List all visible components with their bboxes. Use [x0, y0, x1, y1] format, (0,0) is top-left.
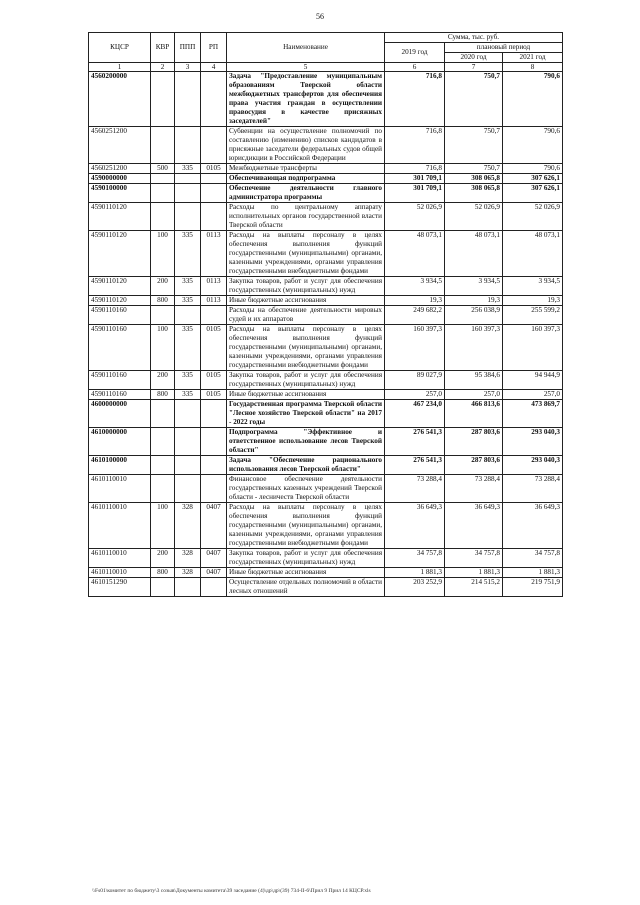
amount-2019-cell: 3 934,5: [385, 277, 445, 296]
amount-2020-cell: 1 881,3: [445, 568, 503, 578]
amount-2021-cell: 36 649,3: [503, 503, 563, 549]
name-cell: Иные бюджетные ассигнования: [227, 296, 385, 306]
ppp-cell: [175, 428, 201, 456]
amount-2019-cell: 276 541,3: [385, 456, 445, 475]
rp-cell: [201, 428, 227, 456]
page-number: 56: [316, 12, 324, 21]
amount-2019-cell: 1 881,3: [385, 568, 445, 578]
kvr-cell: 100: [151, 231, 175, 277]
amount-2019-cell: 276 541,3: [385, 428, 445, 456]
rp-cell: 0113: [201, 231, 227, 277]
amount-2021-cell: 307 626,1: [503, 174, 563, 184]
name-cell: Задача "Обеспечение рационального использования лесов Тверской области": [227, 456, 385, 475]
amount-2020-cell: 256 038,9: [445, 306, 503, 325]
kcsr-cell: 4610151290: [89, 578, 151, 597]
kvr-cell: [151, 475, 175, 503]
header-name: Наименование: [227, 33, 385, 63]
amount-2021-cell: 34 757,8: [503, 549, 563, 568]
column-number: 5: [227, 63, 385, 72]
name-cell: Закупка товаров, работ и услуг для обеспечения государственных (муниципальных) нужд: [227, 277, 385, 296]
ppp-cell: 335: [175, 325, 201, 371]
amount-2021-cell: 307 626,1: [503, 184, 563, 203]
amount-2019-cell: 89 027,9: [385, 371, 445, 390]
amount-2021-cell: 3 934,5: [503, 277, 563, 296]
table-row: [89, 568, 563, 578]
table-body: [89, 63, 563, 597]
amount-2021-cell: 790,6: [503, 164, 563, 174]
kcsr-cell: 4590110160: [89, 325, 151, 371]
name-cell: Расходы на выплаты персоналу в целях обеспечения выполнения функций государственными (муниципальными) органами, казенными учреждениями, органами управления государственными внебюджетными фондами: [227, 503, 385, 549]
rp-cell: [201, 72, 227, 127]
amount-2020-cell: 36 649,3: [445, 503, 503, 549]
kvr-cell: [151, 456, 175, 475]
ppp-cell: 335: [175, 164, 201, 174]
amount-2019-cell: 36 649,3: [385, 503, 445, 549]
kvr-cell: [151, 578, 175, 597]
file-path-footer: \\Fs01\комитет по бюджету\3 созыв\Документы комитета\39 заседание (4)\др\др\(39) 734-II-6\Прил 9 Прил 14 КЦСР.xls: [92, 888, 371, 894]
name-cell: Закупка товаров, работ и услуг для обеспечения государственных (муниципальных) нужд: [227, 549, 385, 568]
amount-2020-cell: 34 757,8: [445, 549, 503, 568]
kcsr-cell: 4560251200: [89, 164, 151, 174]
ppp-cell: [175, 184, 201, 203]
ppp-cell: 328: [175, 549, 201, 568]
header-kcsr: КЦСР: [89, 33, 151, 63]
amount-2020-cell: 466 813,6: [445, 400, 503, 428]
amount-2021-cell: 293 040,3: [503, 456, 563, 475]
table-row: [89, 503, 563, 549]
name-cell: Расходы на выплаты персоналу в целях обеспечения выполнения функций государственными (муниципальными) органами, казенными учреждениями, органами управления государственными внебюджетными фондами: [227, 231, 385, 277]
header-2020: 2020 год: [445, 53, 503, 63]
amount-2019-cell: 203 252,9: [385, 578, 445, 597]
amount-2020-cell: 287 803,6: [445, 456, 503, 475]
amount-2020-cell: 48 073,1: [445, 231, 503, 277]
amount-2020-cell: 214 515,2: [445, 578, 503, 597]
kcsr-cell: 4610110010: [89, 503, 151, 549]
ppp-cell: 335: [175, 296, 201, 306]
column-number: 3: [175, 63, 201, 72]
rp-cell: 0407: [201, 568, 227, 578]
amount-2021-cell: 293 040,3: [503, 428, 563, 456]
name-cell: Задача "Предоставление муниципальным образованиям Тверской области межбюджетных трансфертов для обеспечения права участия граждан в осуществлении правосудия в качестве присяжных заседателей": [227, 72, 385, 127]
table-row: [89, 325, 563, 371]
amount-2021-cell: 52 026,9: [503, 203, 563, 231]
rp-cell: [201, 475, 227, 503]
table-row: [89, 390, 563, 400]
ppp-cell: 335: [175, 390, 201, 400]
amount-2021-cell: 73 288,4: [503, 475, 563, 503]
table-row: [89, 127, 563, 164]
kvr-cell: [151, 428, 175, 456]
name-cell: Иные бюджетные ассигнования: [227, 568, 385, 578]
amount-2021-cell: 1 881,3: [503, 568, 563, 578]
amount-2020-cell: 257,0: [445, 390, 503, 400]
amount-2020-cell: 308 065,8: [445, 184, 503, 203]
header-ppp: ППП: [175, 33, 201, 63]
table-row: [89, 456, 563, 475]
ppp-cell: [175, 475, 201, 503]
amount-2021-cell: 790,6: [503, 72, 563, 127]
rp-cell: 0105: [201, 390, 227, 400]
kvr-cell: 200: [151, 549, 175, 568]
budget-table: [88, 32, 563, 597]
name-cell: Обеспечивающая подпрограмма: [227, 174, 385, 184]
kcsr-cell: 4600000000: [89, 400, 151, 428]
amount-2019-cell: 73 288,4: [385, 475, 445, 503]
kvr-cell: [151, 127, 175, 164]
amount-2019-cell: 257,0: [385, 390, 445, 400]
kvr-cell: 800: [151, 390, 175, 400]
amount-2019-cell: 19,3: [385, 296, 445, 306]
amount-2021-cell: 160 397,3: [503, 325, 563, 371]
amount-2019-cell: 34 757,8: [385, 549, 445, 568]
name-cell: Осуществление отдельных полномочий в области лесных отношений: [227, 578, 385, 597]
rp-cell: [201, 203, 227, 231]
ppp-cell: [175, 456, 201, 475]
amount-2020-cell: 3 934,5: [445, 277, 503, 296]
kcsr-cell: 4590000000: [89, 174, 151, 184]
table-row: [89, 306, 563, 325]
kvr-cell: [151, 306, 175, 325]
ppp-cell: 335: [175, 231, 201, 277]
kvr-cell: 200: [151, 371, 175, 390]
kvr-cell: [151, 400, 175, 428]
amount-2020-cell: 52 026,9: [445, 203, 503, 231]
amount-2020-cell: 287 803,6: [445, 428, 503, 456]
rp-cell: 0113: [201, 277, 227, 296]
amount-2019-cell: 301 709,1: [385, 174, 445, 184]
column-number: 1: [89, 63, 151, 72]
kcsr-cell: 4610110010: [89, 475, 151, 503]
name-cell: Закупка товаров, работ и услуг для обеспечения государственных (муниципальных) нужд: [227, 371, 385, 390]
amount-2020-cell: 73 288,4: [445, 475, 503, 503]
rp-cell: 0407: [201, 503, 227, 549]
rp-cell: [201, 306, 227, 325]
header-2019: 2019 год: [385, 43, 445, 63]
kvr-cell: 800: [151, 296, 175, 306]
kcsr-cell: 4610110010: [89, 568, 151, 578]
ppp-cell: [175, 400, 201, 428]
table-row: [89, 174, 563, 184]
amount-2020-cell: 160 397,3: [445, 325, 503, 371]
kvr-cell: [151, 184, 175, 203]
column-number: 7: [445, 63, 503, 72]
amount-2020-cell: 750,7: [445, 72, 503, 127]
name-cell: Расходы на обеспечение деятельности мировых судей и их аппаратов: [227, 306, 385, 325]
amount-2021-cell: 790,6: [503, 127, 563, 164]
ppp-cell: [175, 306, 201, 325]
kcsr-cell: 4590110120: [89, 203, 151, 231]
table-row: [89, 428, 563, 456]
amount-2020-cell: 750,7: [445, 127, 503, 164]
table-row: [89, 371, 563, 390]
rp-cell: 0113: [201, 296, 227, 306]
amount-2019-cell: 160 397,3: [385, 325, 445, 371]
name-cell: Расходы на выплаты персоналу в целях обеспечения выполнения функций государственными (муниципальными) органами, казенными учреждениями, органами управления государственными внебюджетными фондами: [227, 325, 385, 371]
kvr-cell: [151, 72, 175, 127]
rp-cell: [201, 127, 227, 164]
column-number: 8: [503, 63, 563, 72]
amount-2019-cell: 52 026,9: [385, 203, 445, 231]
amount-2021-cell: 255 599,2: [503, 306, 563, 325]
amount-2020-cell: 750,7: [445, 164, 503, 174]
header-2021: 2021 год: [503, 53, 563, 63]
column-number-row: [89, 63, 563, 72]
table-row: [89, 164, 563, 174]
amount-2021-cell: 257,0: [503, 390, 563, 400]
table-row: [89, 578, 563, 597]
amount-2021-cell: 94 944,9: [503, 371, 563, 390]
kvr-cell: [151, 174, 175, 184]
table-row: [89, 400, 563, 428]
kvr-cell: [151, 203, 175, 231]
name-cell: Субвенции на осуществление полномочий по составлению (изменению) списков кандидатов в присяжные заседатели федеральных судов общей юрисдикции в Российской Федерации: [227, 127, 385, 164]
kcsr-cell: 4560200000: [89, 72, 151, 127]
ppp-cell: 328: [175, 503, 201, 549]
rp-cell: [201, 184, 227, 203]
ppp-cell: [175, 72, 201, 127]
rp-cell: [201, 578, 227, 597]
kcsr-cell: 4590110160: [89, 306, 151, 325]
amount-2019-cell: 467 234,0: [385, 400, 445, 428]
table-row: [89, 184, 563, 203]
kcsr-cell: 4590110120: [89, 277, 151, 296]
rp-cell: 0105: [201, 325, 227, 371]
header-rp: РП: [201, 33, 227, 63]
kvr-cell: 800: [151, 568, 175, 578]
name-cell: Межбюджетные трансферты: [227, 164, 385, 174]
table-row: [89, 296, 563, 306]
amount-2020-cell: 95 384,6: [445, 371, 503, 390]
ppp-cell: [175, 127, 201, 164]
column-number: 4: [201, 63, 227, 72]
table-row: [89, 549, 563, 568]
table-row: [89, 72, 563, 127]
kvr-cell: 500: [151, 164, 175, 174]
name-cell: Расходы по центральному аппарату исполнительных органов государственной власти Тверской области: [227, 203, 385, 231]
amount-2019-cell: 249 682,2: [385, 306, 445, 325]
name-cell: Государственная программа Тверской области "Лесное хозяйство Тверской области" на 2017 - 2022 годы: [227, 400, 385, 428]
rp-cell: 0105: [201, 164, 227, 174]
header-planned-period: плановый период: [445, 43, 563, 53]
header-amount: Сумма, тыс. руб.: [385, 33, 563, 43]
table-row: [89, 277, 563, 296]
name-cell: Финансовое обеспечение деятельности государственных казенных учреждений Тверской области - лесничеств Тверской области: [227, 475, 385, 503]
kcsr-cell: 4610100000: [89, 456, 151, 475]
ppp-cell: [175, 174, 201, 184]
ppp-cell: 335: [175, 371, 201, 390]
amount-2019-cell: 48 073,1: [385, 231, 445, 277]
kvr-cell: 200: [151, 277, 175, 296]
amount-2019-cell: 301 709,1: [385, 184, 445, 203]
header-kvr: КВР: [151, 33, 175, 63]
amount-2021-cell: 473 869,7: [503, 400, 563, 428]
amount-2021-cell: 48 073,1: [503, 231, 563, 277]
rp-cell: 0105: [201, 371, 227, 390]
ppp-cell: 328: [175, 568, 201, 578]
column-number: 2: [151, 63, 175, 72]
amount-2021-cell: 19,3: [503, 296, 563, 306]
amount-2020-cell: 308 065,8: [445, 174, 503, 184]
amount-2019-cell: 716,8: [385, 72, 445, 127]
column-number: 6: [385, 63, 445, 72]
kcsr-cell: 4590110120: [89, 296, 151, 306]
ppp-cell: [175, 203, 201, 231]
kcsr-cell: 4560251200: [89, 127, 151, 164]
table-row: [89, 475, 563, 503]
ppp-cell: [175, 578, 201, 597]
amount-2019-cell: 716,8: [385, 164, 445, 174]
name-cell: Подпрограмма "Эффективное и ответственное использование лесов Тверской области": [227, 428, 385, 456]
kvr-cell: 100: [151, 503, 175, 549]
kvr-cell: 100: [151, 325, 175, 371]
amount-2019-cell: 716,8: [385, 127, 445, 164]
kcsr-cell: 4610110010: [89, 549, 151, 568]
amount-2021-cell: 219 751,9: [503, 578, 563, 597]
name-cell: Обеспечение деятельности главного администратора программы: [227, 184, 385, 203]
name-cell: Иные бюджетные ассигнования: [227, 390, 385, 400]
table-row: [89, 231, 563, 277]
rp-cell: [201, 400, 227, 428]
kcsr-cell: 4590110160: [89, 390, 151, 400]
kcsr-cell: 4590110160: [89, 371, 151, 390]
kcsr-cell: 4590110120: [89, 231, 151, 277]
rp-cell: [201, 174, 227, 184]
amount-2020-cell: 19,3: [445, 296, 503, 306]
rp-cell: 0407: [201, 549, 227, 568]
rp-cell: [201, 456, 227, 475]
ppp-cell: 335: [175, 277, 201, 296]
table-row: [89, 203, 563, 231]
kcsr-cell: 4590100000: [89, 184, 151, 203]
kcsr-cell: 4610000000: [89, 428, 151, 456]
